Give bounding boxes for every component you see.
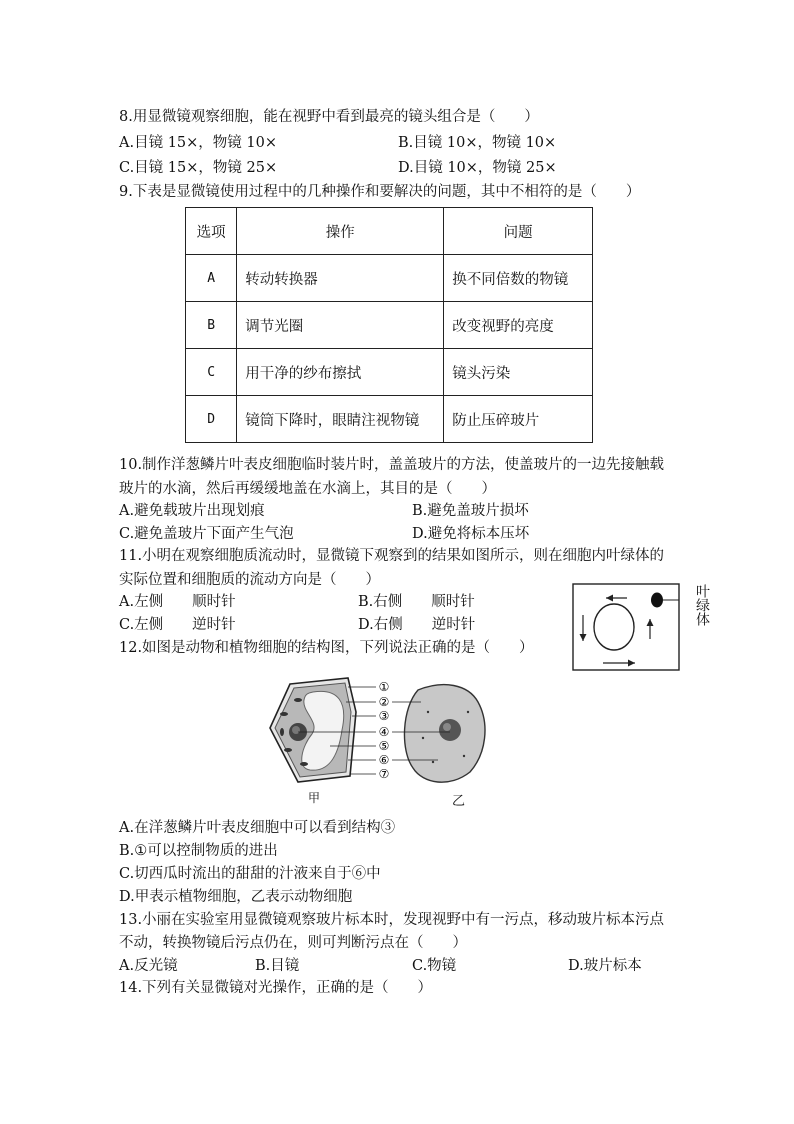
table-row — [186, 349, 593, 396]
q12-stem: 12.如图是动物和植物细胞的结构图，下列说法正确的是（ ） — [119, 640, 534, 656]
animal-nucleus — [439, 719, 461, 741]
q12-option-d: D.甲表示植物细胞，乙表示动物细胞 — [119, 889, 353, 905]
q13-option-a: A.反光镜 — [119, 958, 178, 974]
q12-option-a: A.在洋葱鳞片叶表皮细胞中可以看到结构③ — [119, 820, 396, 836]
q10-stem-line1: 10.制作洋葱鳞片叶表皮细胞临时装片时，盖盖玻片的方法，使盖玻片的一边先接触载 — [119, 457, 665, 473]
label-3: ③ — [378, 709, 390, 723]
q11-option-c: C.左侧 逆时针 — [119, 617, 236, 633]
q10-option-c: C.避免盖玻片下面产生气泡 — [119, 526, 294, 542]
q9-stem: 9.下表是显微镜使用过程中的几种操作和要解决的问题，其中不相符的是（ ） — [119, 184, 641, 200]
table-row — [186, 255, 593, 302]
q11-option-a: A.左侧 顺时针 — [119, 594, 236, 610]
q8-option-d: D.目镜 10×，物镜 25× — [398, 160, 557, 176]
table-cell: 镜筒下降时，眼睛注视物镜 — [237, 396, 444, 443]
table-cell: 换不同倍数的物镜 — [444, 255, 593, 302]
caption-animal-cell: 乙 — [452, 794, 466, 809]
q11-stem-line1: 11.小明在观察细胞质流动时，显微镜下观察到的结果如图所示，则在细胞内叶绿体的 — [119, 548, 665, 564]
label-7: ⑦ — [378, 767, 390, 781]
table-cell: 转动转换器 — [237, 255, 444, 302]
label-1: ① — [378, 680, 390, 694]
label-4: ④ — [378, 725, 390, 739]
q12-option-c: C.切西瓜时流出的甜甜的汁液来自于⑥中 — [119, 866, 381, 882]
q11-stem-line2: 实际位置和细胞质的流动方向是（ ） — [119, 572, 380, 588]
table-cell: 防止压碎玻片 — [444, 396, 593, 443]
chloroplast-dot — [651, 593, 663, 608]
q11-option-b: B.右侧 顺时针 — [358, 594, 475, 610]
q12-option-b: B.①可以控制物质的进出 — [119, 843, 278, 859]
q13-stem-line1: 13.小丽在实验室用显微镜观察玻片标本时，发现视野中有一污点，移动玻片标本污点 — [119, 912, 665, 928]
cytoplasm-flow-figure — [570, 581, 682, 673]
q10-stem-line2: 玻片的水滴，然后再缓缓地盖在水滴上，其目的是（ ） — [119, 481, 496, 497]
cell-structure-figure — [268, 672, 513, 792]
q8-option-b: B.目镜 10×，物镜 10× — [398, 135, 557, 151]
label-5: ⑤ — [378, 739, 390, 753]
table-row — [186, 302, 593, 349]
table-cell: C — [186, 349, 237, 396]
table-header: 操作 — [237, 208, 444, 255]
chloroplast-label: 叶绿体 — [694, 584, 710, 626]
caption-plant-cell: 甲 — [308, 791, 321, 805]
table-cell: D — [186, 396, 237, 443]
table-cell: B — [186, 302, 237, 349]
q14-stem: 14.下列有关显微镜对光操作，正确的是（ ） — [119, 980, 433, 996]
table-cell: A — [186, 255, 237, 302]
q8-option-a: A.目镜 15×，物镜 10× — [119, 135, 277, 151]
table-cell: 改变视野的亮度 — [444, 302, 593, 349]
q13-option-d: D.玻片标本 — [568, 958, 642, 974]
table-cell: 用干净的纱布擦拭 — [237, 349, 444, 396]
q9-table — [185, 207, 593, 443]
q8-option-c: C.目镜 15×，物镜 25× — [119, 160, 278, 176]
q10-option-b: B.避免盖玻片损坏 — [412, 503, 529, 519]
q8-stem: 8.用显微镜观察细胞，能在视野中看到最亮的镜头组合是（ ） — [119, 109, 539, 125]
label-2: ② — [378, 695, 390, 709]
table-row — [186, 396, 593, 443]
table-cell: 调节光圈 — [237, 302, 444, 349]
table-cell: 镜头污染 — [444, 349, 593, 396]
q13-option-b: B.目镜 — [255, 958, 300, 974]
field-of-view-frame — [573, 584, 679, 670]
q10-option-a: A.避免载玻片出现划痕 — [119, 503, 265, 519]
table-header: 选项 — [186, 208, 237, 255]
q10-option-d: D.避免将标本压坏 — [412, 526, 530, 542]
q11-option-d: D.右侧 逆时针 — [358, 617, 476, 633]
table-header: 问题 — [444, 208, 593, 255]
q13-option-c: C.物镜 — [412, 958, 457, 974]
table-header-row — [186, 208, 593, 255]
label-6: ⑥ — [378, 753, 390, 767]
q13-stem-line2: 不动，转换物镜后污点仍在，则可判断污点在（ ） — [119, 935, 467, 951]
